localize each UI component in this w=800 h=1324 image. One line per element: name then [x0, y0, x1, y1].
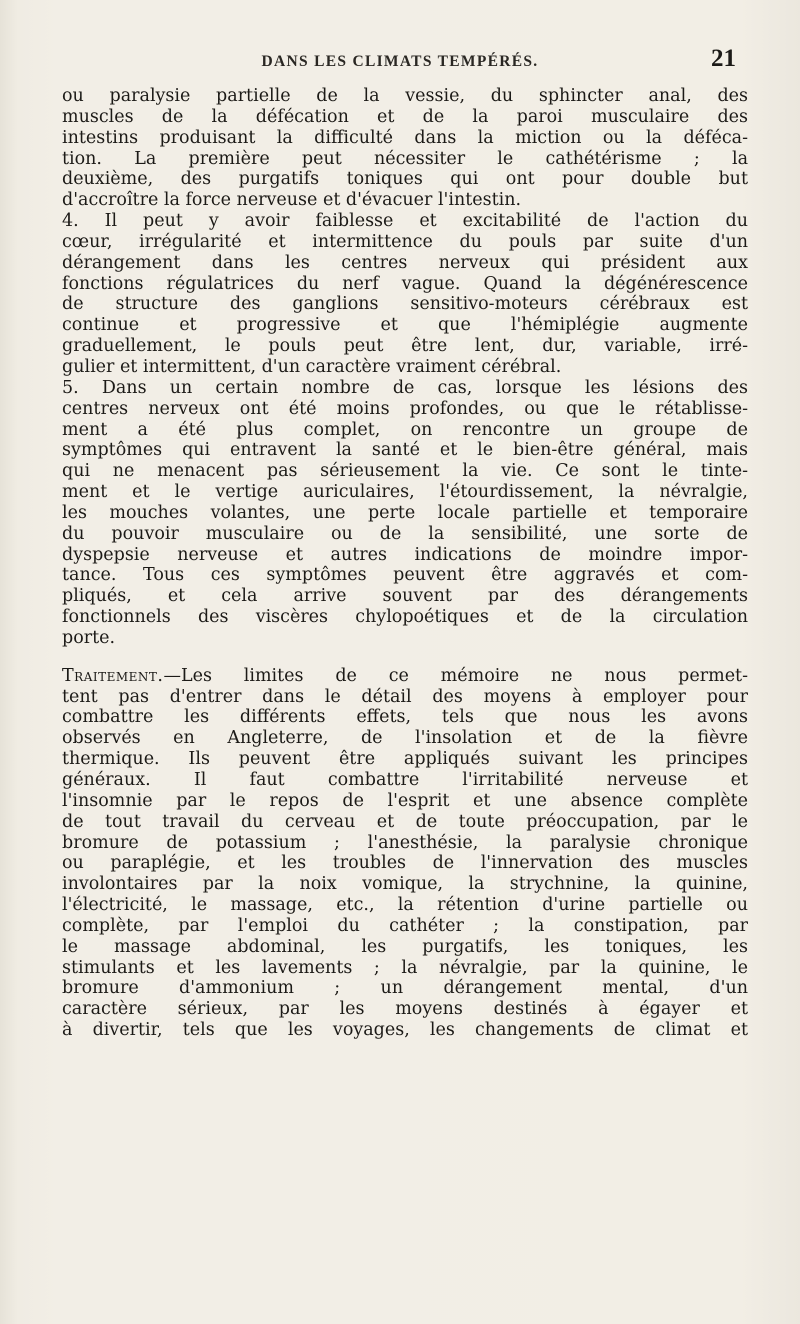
- text-line: symptômes qui entravent la santé et le bien-être général, mais: [62, 440, 748, 461]
- text-line: cœur, irrégularité et intermittence du pouls par suite d'un: [62, 231, 748, 252]
- text-line: qui ne menacent pas sérieusement la vie. Ce sont le tinte-: [62, 461, 748, 482]
- text-line: ou paraplégie, et les troubles de l'innervation des muscles: [62, 853, 748, 874]
- text-line: tion. La première peut nécessiter le cathétérisme ; la: [62, 148, 748, 169]
- text-line: du pouvoir musculaire ou de la sensibilité, une sorte de: [62, 523, 748, 544]
- text-line: l'électricité, le massage, etc., la rétention d'urine partielle ou: [62, 895, 748, 916]
- text-line: d'accroître la force nerveuse et d'évacuer l'intestin.: [62, 190, 522, 211]
- text-line: fonctionnels des viscères chylopoétiques et de la circulation: [62, 607, 748, 628]
- text-line: intestins produisant la difficulté dans la miction ou la déféca-: [62, 127, 748, 148]
- text-line: deuxième, des purgatifs toniques qui ont pour double but: [62, 169, 748, 190]
- text-line: les mouches volantes, une perte locale partielle et temporaire: [62, 502, 748, 523]
- text-line: de tout travail du cerveau et de toute préoccupation, par le: [62, 811, 748, 832]
- page-number: 21: [711, 45, 736, 72]
- text-line: stimulants et les lavements ; la névralgie, par la quinine, le: [62, 957, 748, 978]
- text-line: involontaires par la noix vomique, la strychnine, la quinine,: [62, 874, 748, 895]
- text-line: bromure de potassium ; l'anesthésie, la paralysie chronique: [62, 832, 748, 853]
- paragraph-continuation: [62, 86, 748, 211]
- paragraph-item-4: [62, 211, 748, 378]
- text-line: caractère sérieux, par les moyens destinés à égayer et: [62, 999, 748, 1020]
- text-line: l'insomnie par le repos de l'esprit et une absence complète: [62, 790, 748, 811]
- text-line: ou paralysie partielle de la vessie, du sphincter anal, des: [62, 86, 748, 106]
- text-line: 5. Dans un certain nombre de cas, lorsque les lésions des: [62, 377, 748, 398]
- text-line: continue et progressive et que l'hémiplégie augmente: [62, 315, 748, 336]
- treatment-first-line: [62, 666, 748, 687]
- treatment-first-line-text: —Les limites de ce mémoire ne nous permet-: [163, 665, 748, 686]
- text-line: tent pas d'entrer dans le détail des moyens à employer pour: [62, 686, 748, 707]
- text-line: dyspepsie nerveuse et autres indications de moindre impor-: [62, 544, 748, 565]
- text-line: porte.: [62, 627, 116, 648]
- text-line: de structure des ganglions sensitivo-moteurs cérébraux est: [62, 294, 748, 315]
- paragraph-item-5: [62, 378, 748, 649]
- text-line: gulier et intermittent, d'un caractère vraiment cérébral.: [62, 356, 562, 377]
- text-line: généraux. Il faut combattre l'irritabilité nerveuse et: [62, 770, 748, 790]
- treatment-section: [62, 666, 748, 1041]
- text-line: à divertir, tels que les voyages, les changements de climat et: [62, 1020, 748, 1041]
- text-line: le massage abdominal, les purgatifs, les toniques, les: [62, 936, 748, 957]
- body-text: [62, 86, 748, 1041]
- text-line: 4. Il peut y avoir faiblesse et excitabilité de l'action du: [62, 211, 748, 232]
- text-line: ment et le vertige auriculaires, l'étourdissement, la névralgie,: [62, 482, 748, 503]
- text-line: dérangement dans les centres nerveux qui président aux: [62, 252, 748, 273]
- section-gap: [62, 649, 748, 666]
- running-title: DANS LES CLIMATS TEMPÉRÉS.: [261, 53, 539, 70]
- text-line: pliqués, et cela arrive souvent par des dérangements: [62, 586, 748, 607]
- treatment-heading: Traitement.: [62, 665, 164, 686]
- page-header: [0, 40, 800, 80]
- text-line: observés en Angleterre, de l'insolation et de la fièvre: [62, 728, 748, 749]
- text-line: ment a été plus complet, on rencontre un groupe de: [62, 419, 748, 440]
- text-line: tance. Tous ces symptômes peuvent être aggravés et com-: [62, 565, 748, 586]
- text-line: combattre les différents effets, tels que nous les avons: [62, 707, 748, 728]
- text-line: thermique. Ils peuvent être appliqués suivant les principes: [62, 749, 748, 770]
- text-line: muscles de la défécation et de la paroi musculaire des: [62, 106, 748, 127]
- text-line: fonctions régulatrices du nerf vague. Quand la dégénérescence: [62, 273, 748, 294]
- text-line: graduellement, le pouls peut être lent, dur, variable, irré-: [62, 336, 748, 357]
- text-line: centres nerveux ont été moins profondes, ou que le rétablisse-: [62, 398, 748, 419]
- text-line: complète, par l'emploi du cathéter ; la constipation, par: [62, 915, 748, 936]
- text-line: bromure d'ammonium ; un dérangement mental, d'un: [62, 978, 748, 999]
